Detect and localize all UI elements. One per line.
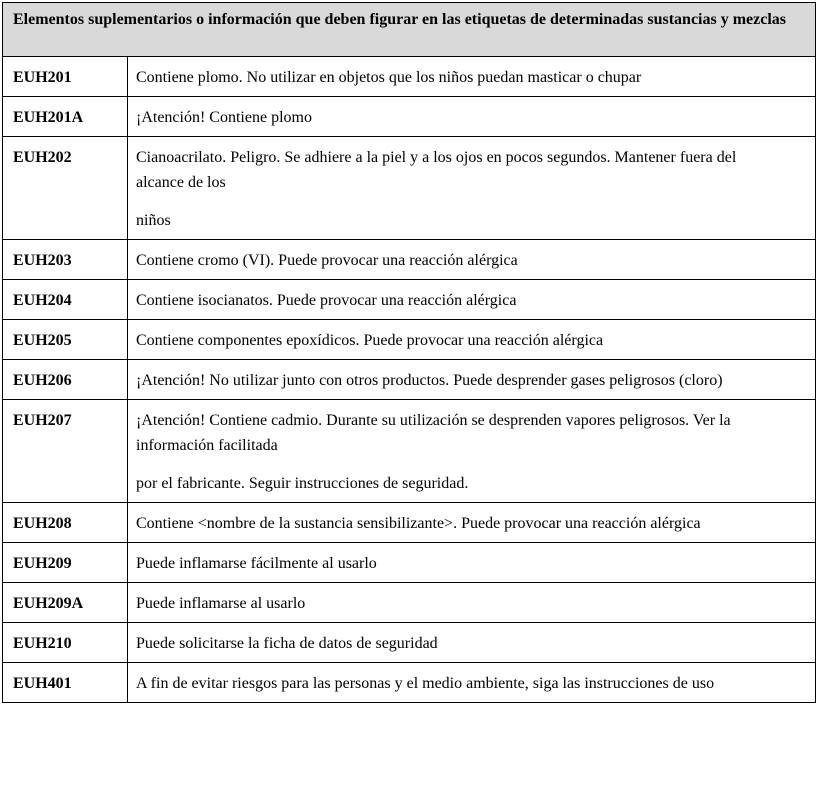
description-text: Contiene componentes epoxídicos. Puede provocar una reacción alérgica xyxy=(136,332,604,349)
description-text: Contiene plomo. No utilizar en objetos que los niños puedan masticar o chupar xyxy=(136,69,642,86)
table-row xyxy=(3,320,816,360)
euh-code: EUH207 xyxy=(3,400,128,503)
description-text: Cianoacrilato. Peligro. Se adhiere a la piel y a los ojos en pocos segundos. Mantener fuera del alcance de los xyxy=(136,149,737,191)
euh-code: EUH401 xyxy=(3,663,128,703)
description-text: Contiene isocianatos. Puede provocar una reacción alérgica xyxy=(136,292,517,309)
euh-code: EUH210 xyxy=(3,623,128,663)
euh-description xyxy=(128,97,816,137)
euh-description xyxy=(128,503,816,543)
table-row xyxy=(3,360,816,400)
description-text: Puede inflamarse fácilmente al usarlo xyxy=(136,555,377,572)
table-row xyxy=(3,400,816,503)
euh-code: EUH206 xyxy=(3,360,128,400)
description-text: ¡Atención! No utilizar junto con otros productos. Puede desprender gases peligrosos (cloro) xyxy=(136,372,723,389)
euh-description xyxy=(128,137,816,240)
table-row xyxy=(3,280,816,320)
description-text: Contiene cromo (VI). Puede provocar una reacción alérgica xyxy=(136,252,518,269)
table-row xyxy=(3,240,816,280)
table-row xyxy=(3,583,816,623)
table-header: Elementos suplementarios o información que deben figurar en las etiquetas de determinadas sustancias y mezclas xyxy=(3,3,816,57)
description-text: Puede inflamarse al usarlo xyxy=(136,595,306,612)
description-text: niños xyxy=(136,212,171,229)
euh-code: EUH201A xyxy=(3,97,128,137)
euh-code: EUH205 xyxy=(3,320,128,360)
table-header-row xyxy=(3,3,816,57)
euh-description xyxy=(128,400,816,503)
euh-description xyxy=(128,543,816,583)
euh-code: EUH203 xyxy=(3,240,128,280)
description-text: Contiene <nombre de la sustancia sensibilizante>. Puede provocar una reacción alérgica xyxy=(136,515,701,532)
euh-description xyxy=(128,57,816,97)
euh-code: EUH209A xyxy=(3,583,128,623)
description-text: A fin de evitar riesgos para las personas y el medio ambiente, siga las instrucciones de uso xyxy=(136,675,715,692)
table-row xyxy=(3,57,816,97)
table-row xyxy=(3,503,816,543)
table-row xyxy=(3,623,816,663)
table-row xyxy=(3,663,816,703)
euh-description xyxy=(128,240,816,280)
description-text: por el fabricante. Seguir instrucciones de seguridad. xyxy=(136,475,469,492)
euh-code: EUH209 xyxy=(3,543,128,583)
table-row xyxy=(3,97,816,137)
euh-description xyxy=(128,663,816,703)
table-row xyxy=(3,543,816,583)
euh-code: EUH204 xyxy=(3,280,128,320)
euh-code: EUH201 xyxy=(3,57,128,97)
euh-description xyxy=(128,360,816,400)
euh-table xyxy=(2,2,816,703)
description-text: ¡Atención! Contiene cadmio. Durante su utilización se desprenden vapores peligrosos. Ver la información facilitada xyxy=(136,412,731,454)
euh-description xyxy=(128,320,816,360)
euh-description xyxy=(128,623,816,663)
euh-code: EUH202 xyxy=(3,137,128,240)
description-text: Puede solicitarse la ficha de datos de seguridad xyxy=(136,635,438,652)
table-row xyxy=(3,137,816,240)
description-text: ¡Atención! Contiene plomo xyxy=(136,109,312,126)
euh-description xyxy=(128,280,816,320)
euh-description xyxy=(128,583,816,623)
euh-code: EUH208 xyxy=(3,503,128,543)
